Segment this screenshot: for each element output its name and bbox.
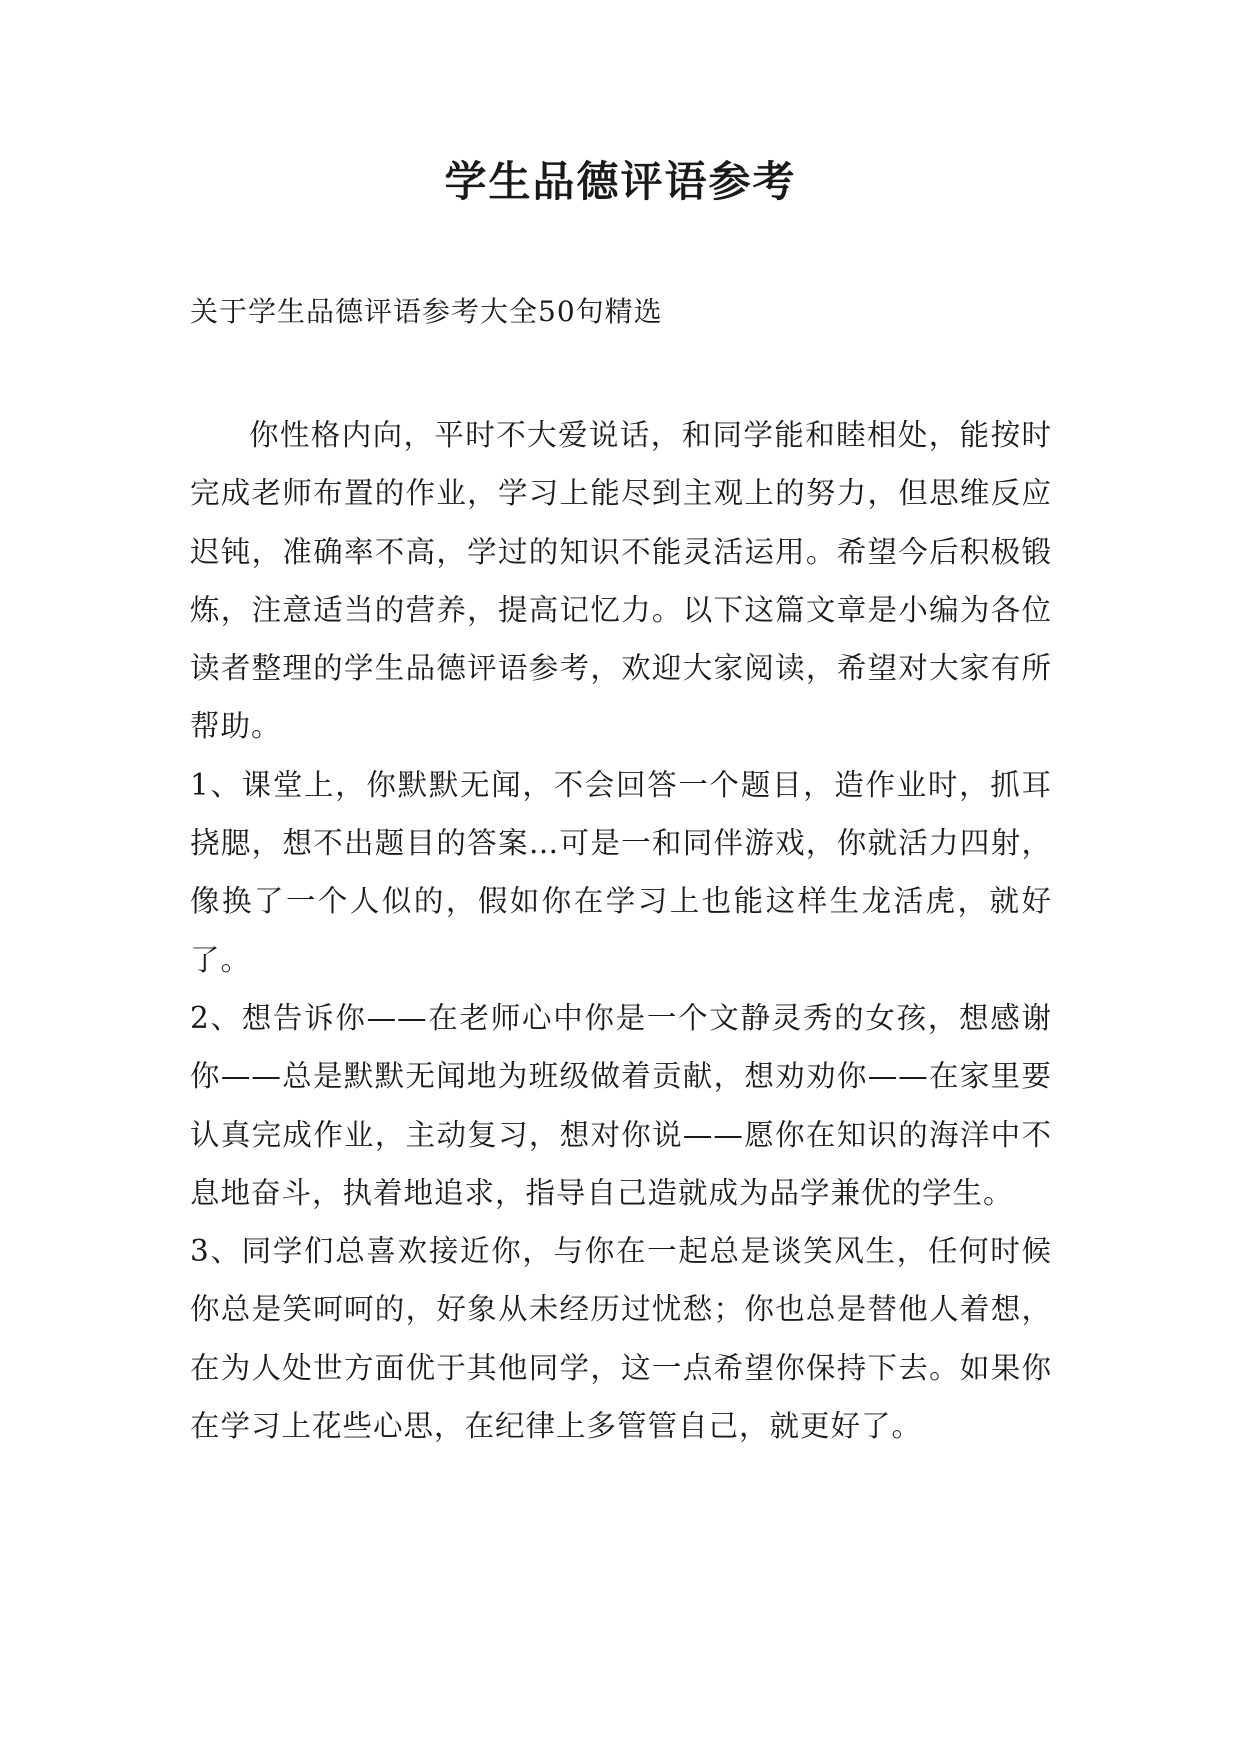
comment-item-2: 2、想告诉你——在老师心中你是一个文静灵秀的女孩，想感谢你——总是默默无闻地为班级做着贡献，想劝劝你——在家里要认真完成作业，主动复习，想对你说——愿你在知识的海洋中不息地奋斗，执着地追求，指导自己造就成为品学兼优的学生。 — [190, 1000, 1052, 1210]
document-body — [190, 406, 1052, 1455]
comment-item-3: 3、同学们总喜欢接近你，与你在一起总是谈笑风生，任何时候你总是笑呵呵的，好象从未经历过忧愁；你也总是替他人着想，在为人处世方面优于其他同学，这一点希望你保持下去。如果你在学习上花些心思，在纪律上多管管自己，就更好了。 — [190, 1234, 1052, 1444]
document-subtitle: 关于学生品德评语参考大全50句精选 — [190, 295, 663, 328]
document-title: 学生品德评语参考 — [444, 157, 797, 206]
intro-paragraph: 你性格内向，平时不大爱说话，和同学能和睦相处，能按时完成老师布置的作业，学习上能尽到主观上的努力，但思维反应迟钝，准确率不高，学过的知识不能灵活运用。希望今后积极锻炼，注意适当的营养，提高记忆力。以下这篇文章是小编为各位读者整理的学生品德评语参考，欢迎大家阅读，希望对大家有所帮助。 — [190, 418, 1052, 744]
comment-item-1: 1、课堂上，你默默无闻，不会回答一个题目，造作业时，抓耳挠腮，想不出题目的答案…可是一和同伴游戏，你就活力四射，像换了一个人似的，假如你在学习上也能这样生龙活虎，就好了。 — [190, 767, 1052, 977]
